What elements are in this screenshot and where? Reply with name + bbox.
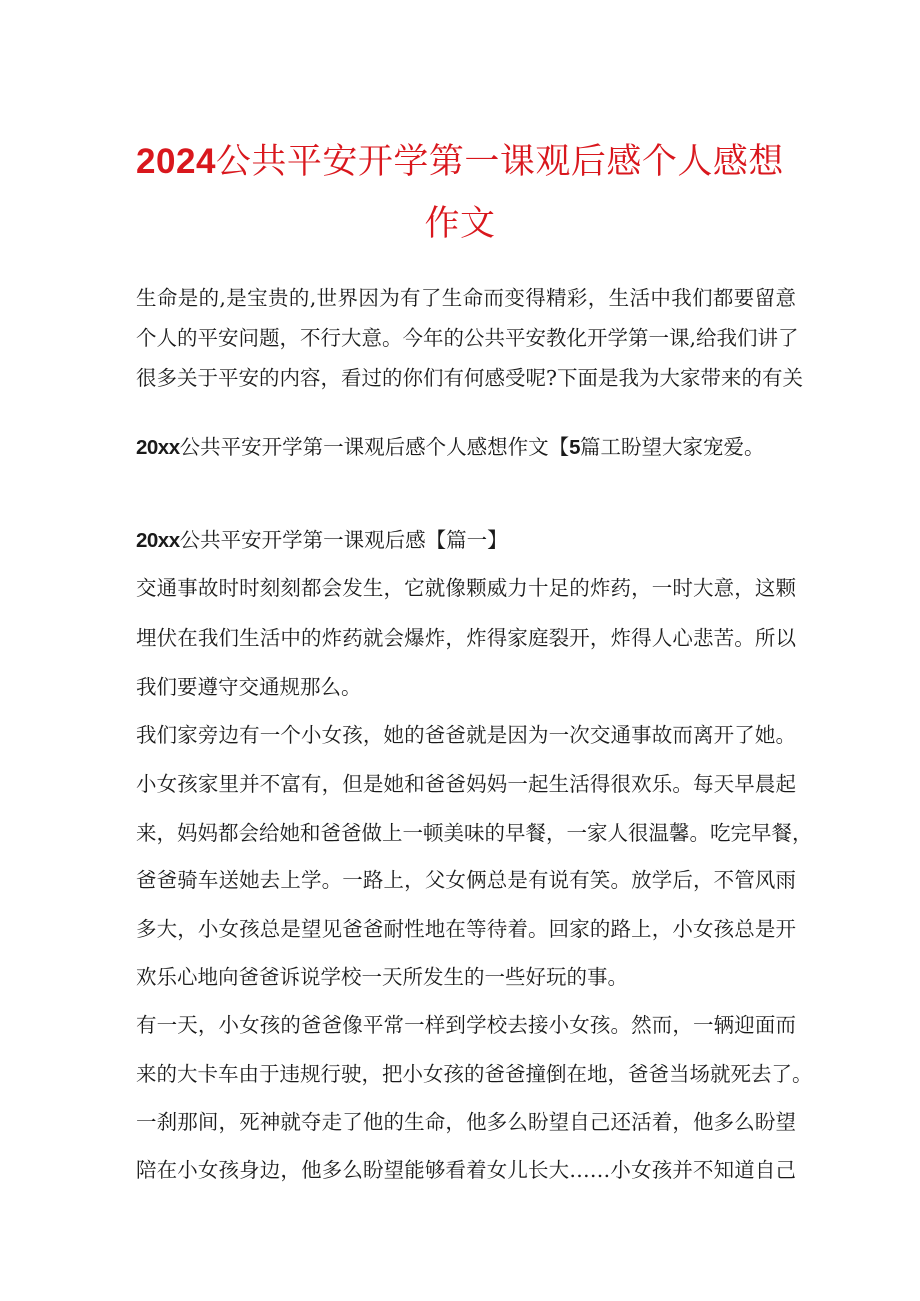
body-line: 来，妈妈都会给她和爸爸做上一顿美味的早餐，一家人很温馨。吃完早餐， [136,821,813,845]
intro-line: 生命是的,是宝贵的,世界因为有了生命而变得精彩，生活中我们都要留意 [136,286,796,310]
body-line: 来的大卡车由于违规行驶，把小女孩的爸爸撞倒在地，爸爸当场就死去了。 [136,1062,813,1086]
intro-line: 很多关于平安的内容，看过的你们有何感受呢?下面是我为大家带来的有关 [136,366,803,390]
document-title-line-1 [120,134,800,190]
body-line: 陪在小女孩身边，他多么盼望能够看着女儿长大……小女孩并不知道自己 [136,1158,796,1182]
section-heading-text: 公共平安开学第一课观后感【篇一】 [179,528,508,552]
intro-text-2: 篇工盼望大家宠爱。 [580,435,765,459]
section-heading [136,520,508,560]
body-line: 我们家旁边有一个小女孩，她的爸爸就是因为一次交通事故而离开了她。 [136,723,796,747]
section-heading-num: 20xx [136,529,180,552]
body-line: 有一天，小女孩的爸爸像平常一样到学校去接小女孩。然而，一辆迎面而 [136,1013,796,1037]
body-line: 一刹那间，死神就夺走了他的生命，他多么盼望自己还活着，他多么盼望 [136,1110,796,1134]
document-title-line-2: 作文 [424,204,496,244]
body-line: 爸爸骑车送她去上学。一路上，父女俩总是有说有笑。放学后，不管风雨 [136,868,796,892]
intro-text: 公共平安开学第一课观后感个人感想作文【 [179,435,570,459]
body-line: 埋伏在我们生活中的炸药就会爆炸，炸得家庭裂开，炸得人心悲苦。所以 [136,626,796,650]
intro-num-2: 5 [569,436,581,459]
intro-num: 20xx [136,436,180,459]
intro-line-last [136,427,765,467]
title-text: 公共平安开学第一课观后感个人感想 [215,142,784,182]
body-line: 交通事故时时刻刻都会发生，它就像颗威力十足的炸药，一时大意，这颗 [136,576,796,600]
intro-line: 个人的平安问题，不行大意。今年的公共平安教化开学第一课,给我们讲了 [136,326,799,350]
body-line: 我们要遵守交通规那么。 [136,675,362,699]
body-line: 多大，小女孩总是望见爸爸耐性地在等待着。回家的路上，小女孩总是开 [136,917,796,941]
title-year: 2024 [136,142,216,181]
body-line: 小女孩家里并不富有，但是她和爸爸妈妈一起生活得很欢乐。每天早晨起 [136,772,796,796]
body-line: 欢乐心地向爸爸诉说学校一天所发生的一些好玩的事。 [136,965,628,989]
